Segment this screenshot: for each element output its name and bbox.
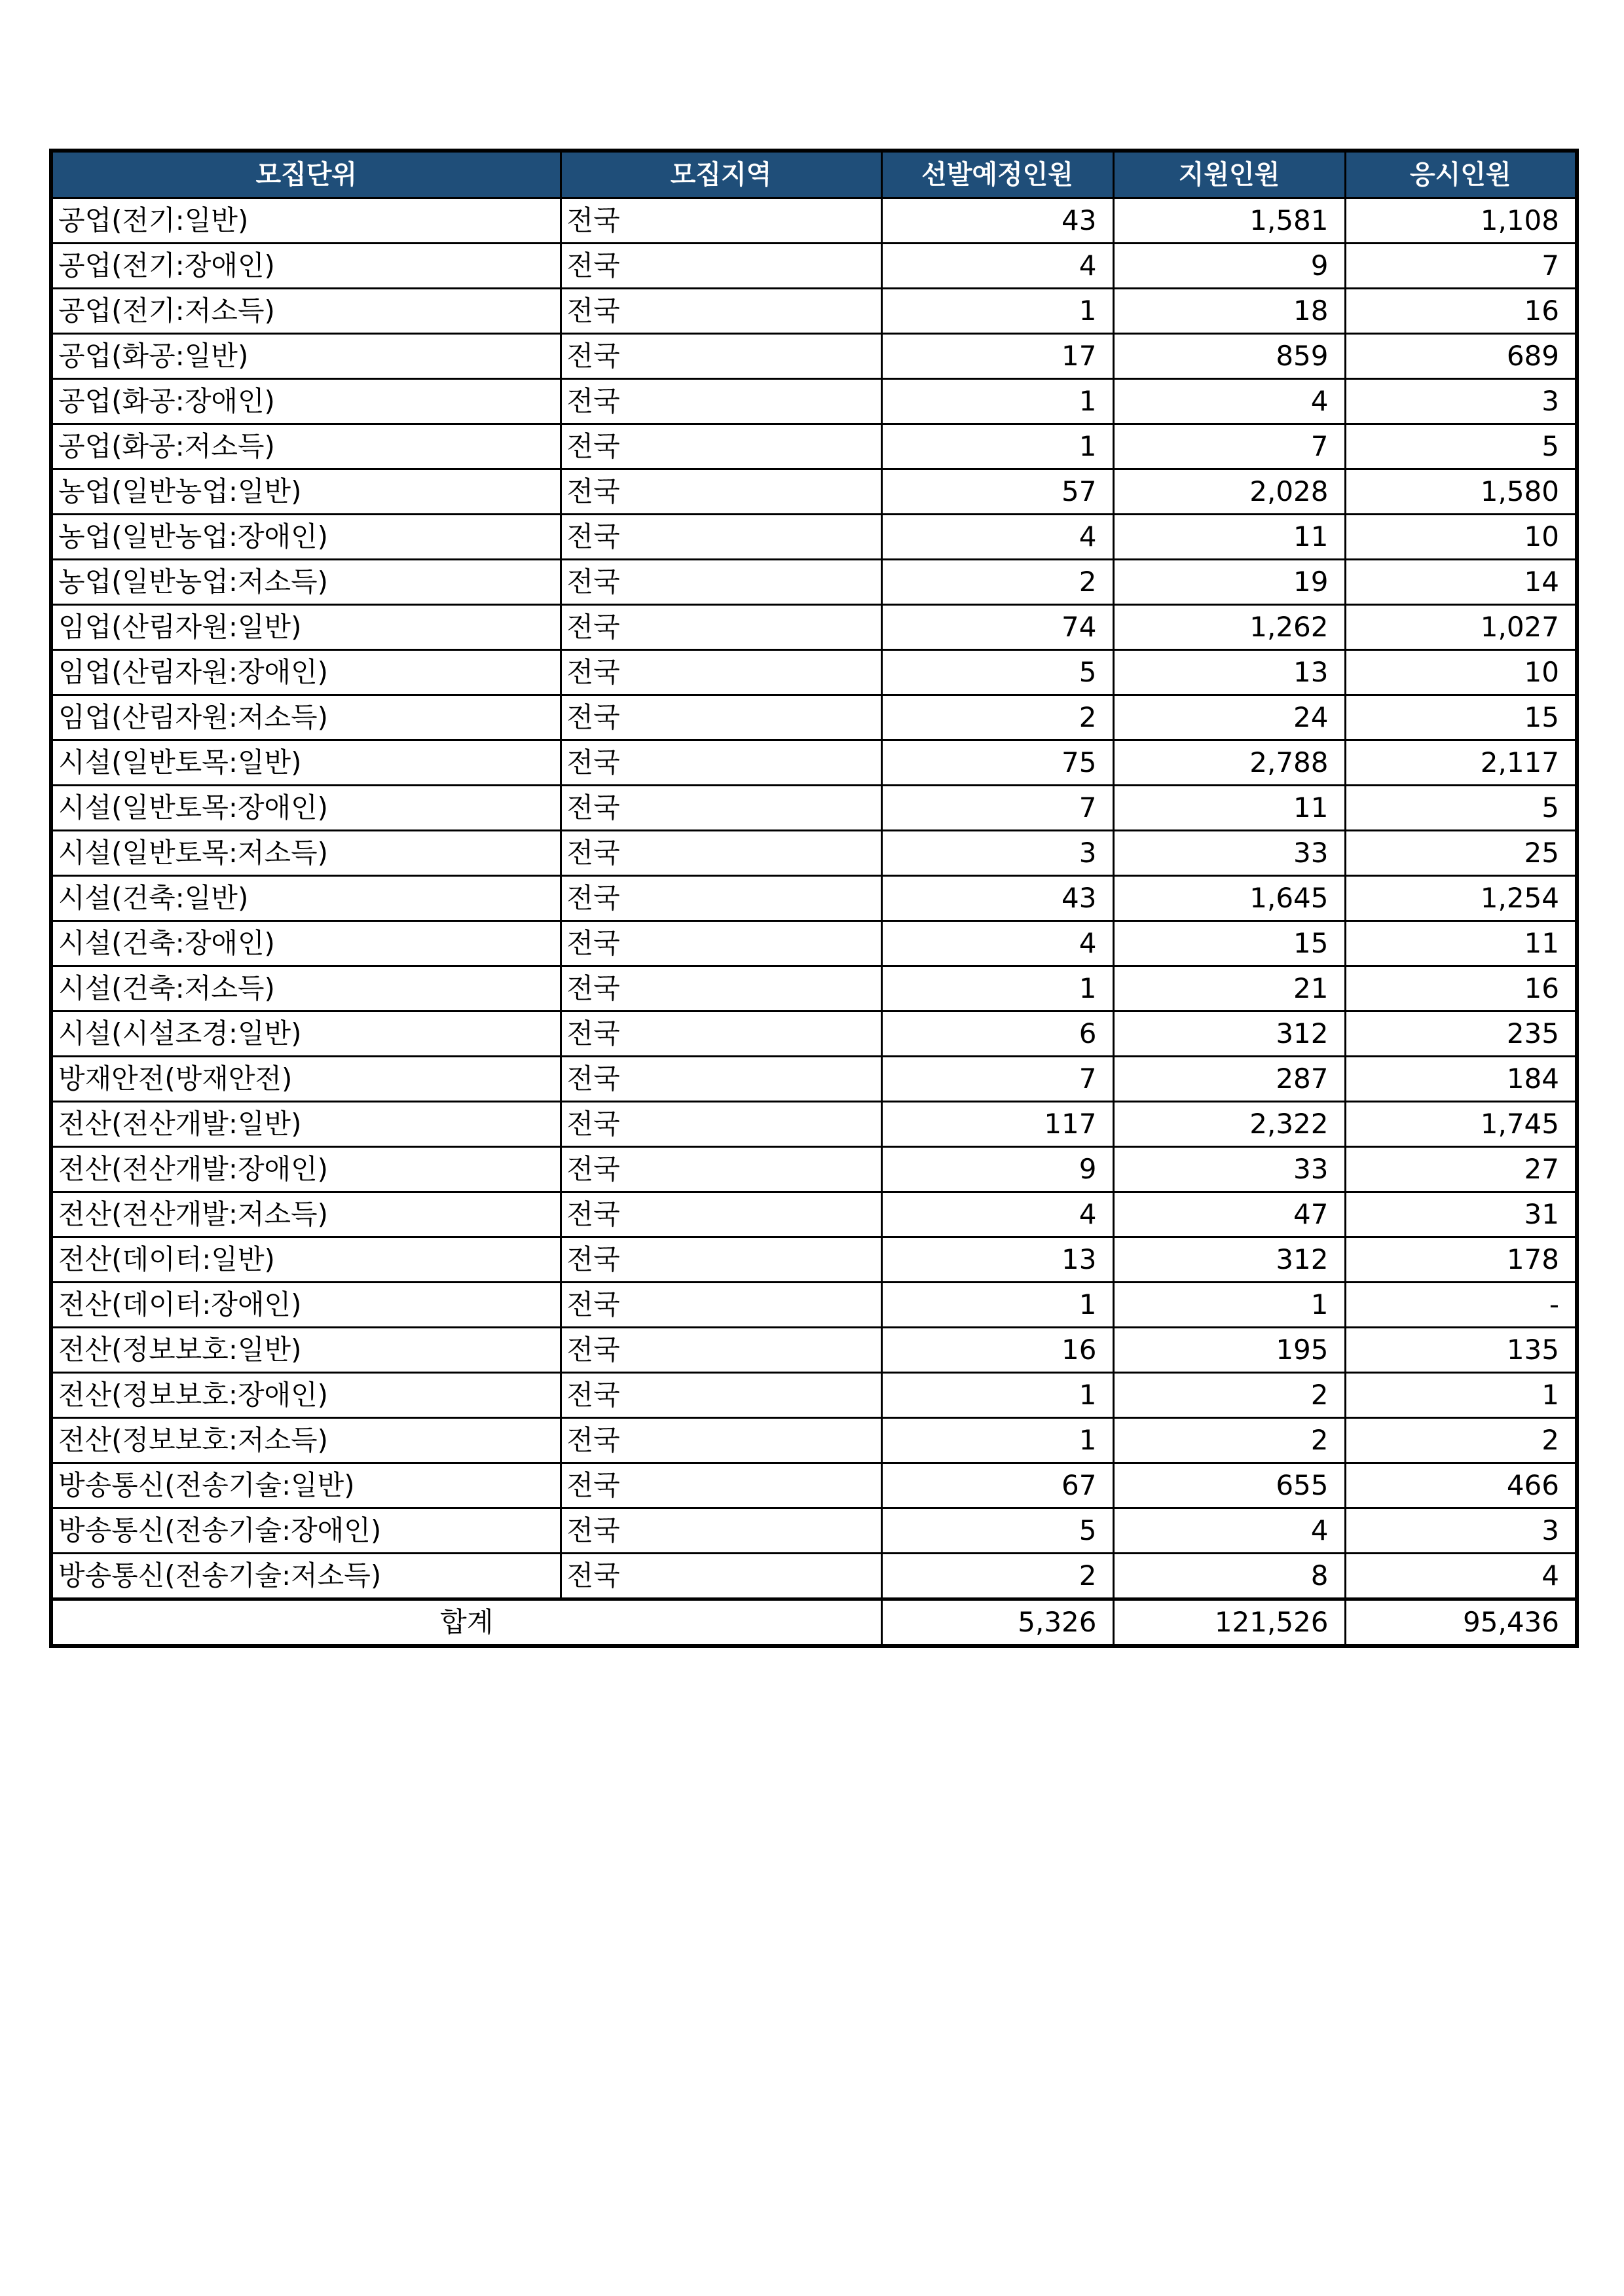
cell-recruit-region: 전국 xyxy=(561,198,881,244)
cell-recruit-region: 전국 xyxy=(561,1328,881,1373)
cell-recruit-region: 전국 xyxy=(561,1554,881,1599)
cell-recruit-region: 전국 xyxy=(561,515,881,560)
cell-examinee-count: 1,745 xyxy=(1345,1102,1577,1147)
cell-recruit-region: 전국 xyxy=(561,244,881,289)
cell-examinee-count: 1,580 xyxy=(1345,469,1577,515)
cell-examinee-count: 466 xyxy=(1345,1463,1577,1508)
cell-applicant-count: 1,262 xyxy=(1113,605,1345,650)
cell-recruit-unit: 방송통신(전송기술:저소득) xyxy=(51,1554,561,1599)
cell-examinee-count: 10 xyxy=(1345,650,1577,695)
table-row xyxy=(51,605,1577,650)
cell-recruit-unit: 공업(전기:장애인) xyxy=(51,244,561,289)
table-row xyxy=(51,334,1577,379)
cell-examinee-count: 2 xyxy=(1345,1418,1577,1463)
cell-recruit-region: 전국 xyxy=(561,605,881,650)
cell-applicant-count: 1,581 xyxy=(1113,198,1345,244)
cell-applicant-count: 312 xyxy=(1113,1237,1345,1283)
table-row xyxy=(51,695,1577,740)
cell-recruit-region: 전국 xyxy=(561,289,881,334)
cell-recruit-unit: 전산(정보보호:저소득) xyxy=(51,1418,561,1463)
cell-recruit-unit: 농업(일반농업:저소득) xyxy=(51,560,561,605)
cell-recruit-unit: 공업(화공:장애인) xyxy=(51,379,561,424)
table-row xyxy=(51,1011,1577,1057)
cell-recruit-unit: 시설(건축:장애인) xyxy=(51,921,561,966)
cell-recruit-unit: 임업(산림자원:일반) xyxy=(51,605,561,650)
cell-applicant-count: 47 xyxy=(1113,1192,1345,1237)
table-row xyxy=(51,1283,1577,1328)
table-row xyxy=(51,560,1577,605)
cell-recruit-region: 전국 xyxy=(561,1102,881,1147)
table-row xyxy=(51,876,1577,921)
cell-recruit-unit: 전산(전산개발:장애인) xyxy=(51,1147,561,1192)
table-row xyxy=(51,244,1577,289)
cell-planned-count: 67 xyxy=(881,1463,1113,1508)
cell-planned-count: 17 xyxy=(881,334,1113,379)
cell-examinee-count: 1 xyxy=(1345,1373,1577,1418)
cell-applicant-count: 2,788 xyxy=(1113,740,1345,786)
table-row xyxy=(51,1554,1577,1599)
cell-applicant-count: 859 xyxy=(1113,334,1345,379)
cell-planned-count: 3 xyxy=(881,831,1113,876)
cell-examinee-count: 3 xyxy=(1345,379,1577,424)
cell-examinee-count: 16 xyxy=(1345,966,1577,1011)
cell-planned-count: 1 xyxy=(881,1373,1113,1418)
cell-recruit-unit: 방송통신(전송기술:일반) xyxy=(51,1463,561,1508)
cell-examinee-count: 27 xyxy=(1345,1147,1577,1192)
cell-recruit-region: 전국 xyxy=(561,876,881,921)
cell-applicant-count: 2,028 xyxy=(1113,469,1345,515)
cell-recruit-region: 전국 xyxy=(561,469,881,515)
cell-recruit-unit: 시설(일반토목:장애인) xyxy=(51,786,561,831)
cell-recruit-region: 전국 xyxy=(561,650,881,695)
cell-examinee-count: 7 xyxy=(1345,244,1577,289)
cell-recruit-region: 전국 xyxy=(561,831,881,876)
cell-applicant-count: 2,322 xyxy=(1113,1102,1345,1147)
cell-examinee-count: 31 xyxy=(1345,1192,1577,1237)
table-body xyxy=(51,198,1577,1647)
header-examinee-count: 응시인원 xyxy=(1345,151,1577,198)
cell-recruit-unit: 전산(데이터:장애인) xyxy=(51,1283,561,1328)
cell-recruit-region: 전국 xyxy=(561,560,881,605)
table-row xyxy=(51,198,1577,244)
header-planned-count: 선발예정인원 xyxy=(881,151,1113,198)
table-row xyxy=(51,1508,1577,1554)
cell-recruit-unit: 농업(일반농업:일반) xyxy=(51,469,561,515)
cell-recruit-unit: 전산(정보보호:일반) xyxy=(51,1328,561,1373)
cell-planned-count: 43 xyxy=(881,198,1113,244)
cell-recruit-unit: 시설(시설조경:일반) xyxy=(51,1011,561,1057)
table-row xyxy=(51,424,1577,469)
cell-applicant-count: 11 xyxy=(1113,515,1345,560)
cell-recruit-region: 전국 xyxy=(561,740,881,786)
cell-examinee-count: 1,027 xyxy=(1345,605,1577,650)
cell-planned-count: 57 xyxy=(881,469,1113,515)
cell-recruit-unit: 임업(산림자원:장애인) xyxy=(51,650,561,695)
cell-applicant-count: 1 xyxy=(1113,1283,1345,1328)
cell-applicant-count: 19 xyxy=(1113,560,1345,605)
total-examinees: 95,436 xyxy=(1345,1599,1577,1647)
cell-applicant-count: 1,645 xyxy=(1113,876,1345,921)
table-row xyxy=(51,921,1577,966)
table-row xyxy=(51,289,1577,334)
cell-applicant-count: 312 xyxy=(1113,1011,1345,1057)
cell-recruit-region: 전국 xyxy=(561,1283,881,1328)
cell-recruit-region: 전국 xyxy=(561,379,881,424)
cell-examinee-count: 1,108 xyxy=(1345,198,1577,244)
cell-applicant-count: 195 xyxy=(1113,1328,1345,1373)
recruitment-table xyxy=(49,149,1579,1648)
cell-planned-count: 1 xyxy=(881,1418,1113,1463)
cell-recruit-unit: 전산(정보보호:장애인) xyxy=(51,1373,561,1418)
cell-examinee-count: 689 xyxy=(1345,334,1577,379)
table-row xyxy=(51,1102,1577,1147)
cell-recruit-region: 전국 xyxy=(561,966,881,1011)
cell-planned-count: 2 xyxy=(881,1554,1113,1599)
cell-examinee-count: 5 xyxy=(1345,786,1577,831)
header-row xyxy=(51,151,1577,198)
table-row xyxy=(51,1147,1577,1192)
cell-examinee-count: 25 xyxy=(1345,831,1577,876)
cell-applicant-count: 4 xyxy=(1113,1508,1345,1554)
cell-planned-count: 1 xyxy=(881,966,1113,1011)
cell-recruit-unit: 시설(건축:일반) xyxy=(51,876,561,921)
cell-examinee-count: 11 xyxy=(1345,921,1577,966)
cell-recruit-region: 전국 xyxy=(561,1057,881,1102)
cell-recruit-unit: 시설(일반토목:저소득) xyxy=(51,831,561,876)
cell-planned-count: 4 xyxy=(881,244,1113,289)
cell-applicant-count: 8 xyxy=(1113,1554,1345,1599)
cell-applicant-count: 7 xyxy=(1113,424,1345,469)
cell-applicant-count: 24 xyxy=(1113,695,1345,740)
cell-applicant-count: 655 xyxy=(1113,1463,1345,1508)
cell-recruit-unit: 전산(전산개발:저소득) xyxy=(51,1192,561,1237)
cell-planned-count: 5 xyxy=(881,1508,1113,1554)
cell-applicant-count: 33 xyxy=(1113,831,1345,876)
cell-applicant-count: 11 xyxy=(1113,786,1345,831)
cell-applicant-count: 2 xyxy=(1113,1418,1345,1463)
cell-examinee-count: 16 xyxy=(1345,289,1577,334)
cell-examinee-count: 2,117 xyxy=(1345,740,1577,786)
cell-applicant-count: 18 xyxy=(1113,289,1345,334)
table-row xyxy=(51,1373,1577,1418)
cell-applicant-count: 287 xyxy=(1113,1057,1345,1102)
cell-examinee-count: 1,254 xyxy=(1345,876,1577,921)
cell-applicant-count: 2 xyxy=(1113,1373,1345,1418)
cell-recruit-region: 전국 xyxy=(561,334,881,379)
cell-applicant-count: 13 xyxy=(1113,650,1345,695)
cell-applicant-count: 21 xyxy=(1113,966,1345,1011)
total-applicants: 121,526 xyxy=(1113,1599,1345,1647)
cell-examinee-count: 135 xyxy=(1345,1328,1577,1373)
cell-recruit-unit: 농업(일반농업:장애인) xyxy=(51,515,561,560)
cell-recruit-unit: 공업(화공:일반) xyxy=(51,334,561,379)
cell-planned-count: 43 xyxy=(881,876,1113,921)
cell-recruit-region: 전국 xyxy=(561,1147,881,1192)
table-row xyxy=(51,469,1577,515)
table-row xyxy=(51,379,1577,424)
header-recruit-region: 모집지역 xyxy=(561,151,881,198)
cell-planned-count: 5 xyxy=(881,650,1113,695)
cell-recruit-region: 전국 xyxy=(561,1373,881,1418)
cell-examinee-count: 178 xyxy=(1345,1237,1577,1283)
total-label: 합계 xyxy=(51,1599,881,1647)
header-recruit-unit: 모집단위 xyxy=(51,151,561,198)
cell-recruit-region: 전국 xyxy=(561,1011,881,1057)
cell-applicant-count: 4 xyxy=(1113,379,1345,424)
cell-applicant-count: 33 xyxy=(1113,1147,1345,1192)
table-row xyxy=(51,1237,1577,1283)
table-header xyxy=(51,151,1577,198)
cell-planned-count: 4 xyxy=(881,1192,1113,1237)
cell-recruit-region: 전국 xyxy=(561,786,881,831)
cell-planned-count: 4 xyxy=(881,921,1113,966)
cell-planned-count: 13 xyxy=(881,1237,1113,1283)
cell-recruit-region: 전국 xyxy=(561,1192,881,1237)
table-row xyxy=(51,1057,1577,1102)
table-row xyxy=(51,1192,1577,1237)
cell-examinee-count: 15 xyxy=(1345,695,1577,740)
table-row xyxy=(51,1328,1577,1373)
cell-examinee-count: 5 xyxy=(1345,424,1577,469)
cell-recruit-unit: 시설(일반토목:일반) xyxy=(51,740,561,786)
cell-planned-count: 16 xyxy=(881,1328,1113,1373)
cell-examinee-count: 14 xyxy=(1345,560,1577,605)
cell-planned-count: 7 xyxy=(881,1057,1113,1102)
cell-recruit-unit: 방송통신(전송기술:장애인) xyxy=(51,1508,561,1554)
cell-examinee-count: - xyxy=(1345,1283,1577,1328)
table-row xyxy=(51,650,1577,695)
cell-recruit-region: 전국 xyxy=(561,1508,881,1554)
table-row xyxy=(51,786,1577,831)
cell-applicant-count: 15 xyxy=(1113,921,1345,966)
cell-recruit-region: 전국 xyxy=(561,1418,881,1463)
cell-planned-count: 117 xyxy=(881,1102,1113,1147)
cell-recruit-region: 전국 xyxy=(561,1463,881,1508)
cell-recruit-unit: 공업(화공:저소득) xyxy=(51,424,561,469)
cell-planned-count: 1 xyxy=(881,1283,1113,1328)
table-row xyxy=(51,966,1577,1011)
cell-recruit-unit: 전산(전산개발:일반) xyxy=(51,1102,561,1147)
cell-examinee-count: 3 xyxy=(1345,1508,1577,1554)
cell-planned-count: 1 xyxy=(881,289,1113,334)
header-applicant-count: 지원인원 xyxy=(1113,151,1345,198)
cell-recruit-region: 전국 xyxy=(561,695,881,740)
table-row xyxy=(51,1418,1577,1463)
cell-recruit-region: 전국 xyxy=(561,1237,881,1283)
table-row xyxy=(51,740,1577,786)
cell-examinee-count: 4 xyxy=(1345,1554,1577,1599)
cell-examinee-count: 10 xyxy=(1345,515,1577,560)
cell-recruit-unit: 임업(산림자원:저소득) xyxy=(51,695,561,740)
cell-recruit-unit: 시설(건축:저소득) xyxy=(51,966,561,1011)
cell-planned-count: 1 xyxy=(881,379,1113,424)
cell-planned-count: 9 xyxy=(881,1147,1113,1192)
cell-examinee-count: 235 xyxy=(1345,1011,1577,1057)
table-row xyxy=(51,1463,1577,1508)
cell-planned-count: 6 xyxy=(881,1011,1113,1057)
cell-applicant-count: 9 xyxy=(1113,244,1345,289)
cell-planned-count: 7 xyxy=(881,786,1113,831)
table-row xyxy=(51,831,1577,876)
total-planned: 5,326 xyxy=(881,1599,1113,1647)
cell-planned-count: 1 xyxy=(881,424,1113,469)
table-row xyxy=(51,515,1577,560)
cell-examinee-count: 184 xyxy=(1345,1057,1577,1102)
cell-recruit-unit: 공업(전기:저소득) xyxy=(51,289,561,334)
cell-recruit-region: 전국 xyxy=(561,921,881,966)
cell-planned-count: 2 xyxy=(881,695,1113,740)
cell-recruit-unit: 방재안전(방재안전) xyxy=(51,1057,561,1102)
cell-recruit-unit: 전산(데이터:일반) xyxy=(51,1237,561,1283)
cell-planned-count: 75 xyxy=(881,740,1113,786)
cell-recruit-region: 전국 xyxy=(561,424,881,469)
total-row xyxy=(51,1599,1577,1647)
cell-planned-count: 2 xyxy=(881,560,1113,605)
cell-recruit-unit: 공업(전기:일반) xyxy=(51,198,561,244)
cell-planned-count: 74 xyxy=(881,605,1113,650)
cell-planned-count: 4 xyxy=(881,515,1113,560)
